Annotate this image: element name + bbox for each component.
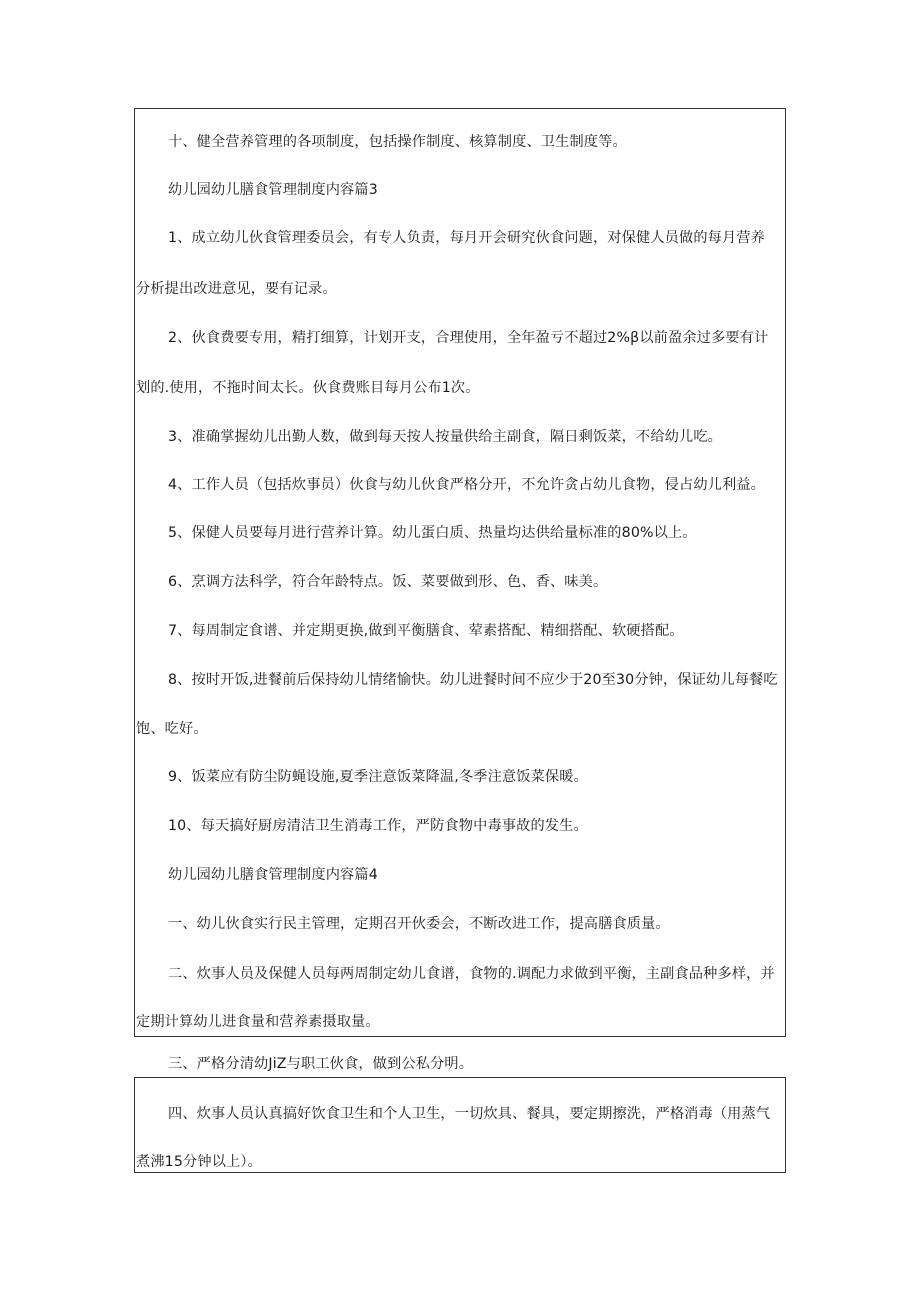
- item-10: 10、每天搞好厨房清洁卫生消毒工作，严防食物中毒事故的发生。: [168, 818, 588, 834]
- section-heading-3: 幼儿园幼儿膳食管理制度内容篇3: [168, 182, 378, 198]
- item-three: 三、严格分清幼JiZ与职工伙食，做到公私分明。: [168, 1056, 474, 1072]
- item-7: 7、每周制定食谱、并定期更换,做到平衡膳食、荤素搭配、精细搭配、软硬搭配。: [168, 623, 684, 639]
- section-heading-4: 幼儿园幼儿膳食管理制度内容篇4: [168, 867, 378, 883]
- paragraph-ten: 十、健全营养管理的各项制度，包括操作制度、核算制度、卫生制度等。: [168, 134, 627, 150]
- item-2-line-2: 划的.使用，不拖时间太长。伙食费账目每月公布1次。: [136, 380, 480, 396]
- item-4: 4、工作人员（包括炊事员）伙食与幼儿伙食严格分开，不允许贪占幼儿食物，侵占幼儿利益。: [168, 477, 766, 493]
- item-5: 5、保健人员要每月进行营养计算。幼儿蛋白质、热量均达供给量标准的80%以上。: [168, 525, 697, 541]
- item-3: 3、准确掌握幼儿出勤人数，做到每天按人按量供给主副食，隔日剩饭菜，不给幼儿吃。: [168, 429, 723, 445]
- item-four-line-1: 四、炊事人员认真搞好饮食卫生和个人卫生，一切炊具、餐具，要定期擦洗，严格消毒（用蒸气: [168, 1106, 771, 1122]
- item-9: 9、饭菜应有防尘防蝇设施,夏季注意饭菜降温,冬季注意饭菜保暖。: [168, 769, 588, 785]
- item-1-line-1: 1、成立幼儿伙食管理委员会，有专人负责，每月开会研究伙食问题，对保健人员做的每月营养: [168, 230, 766, 246]
- item-8-line-2: 饱、吃好。: [136, 721, 208, 737]
- item-one: 一、幼儿伙食实行民主管理，定期召开伙委会，不断改进工作，提高膳食质量。: [168, 916, 670, 932]
- item-four-line-2: 煮沸15分钟以上）。: [136, 1154, 262, 1170]
- item-two-line-1: 二、炊事人员及保健人员每两周制定幼儿食谱，食物的.调配力求做到平衡，主副食品种多样，并: [168, 966, 775, 982]
- item-2-line-1: 2、伙食费要专用，精打细算，计划开支，合理使用，全年盈亏不超过2%β以前盈余过多要有计: [168, 330, 769, 346]
- item-1-line-2: 分析提出改进意见，要有记录。: [136, 281, 337, 297]
- item-two-line-2: 定期计算幼儿进食量和营养素摄取量。: [136, 1014, 380, 1030]
- item-8-line-1: 8、按时开饭,进餐前后保持幼儿情绪愉快。幼儿进餐时间不应少于20至30分钟，保证幼儿每餐吃: [168, 672, 778, 688]
- item-6: 6、烹调方法科学，符合年龄特点。饭、菜要做到形、色、香、味美。: [168, 574, 608, 590]
